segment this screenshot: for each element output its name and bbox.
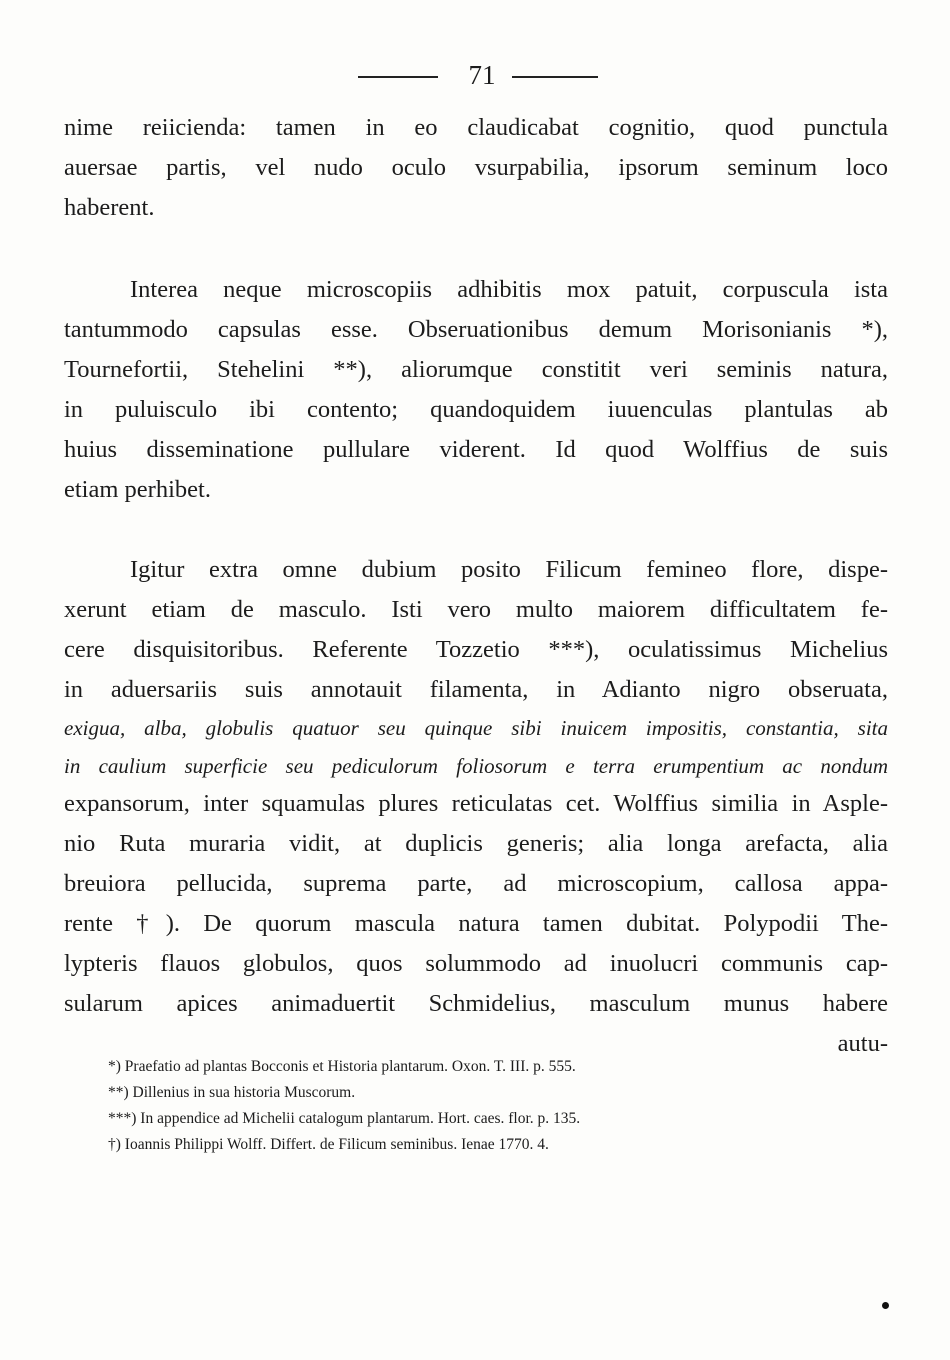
italic-line: in caulium superficie seu pediculorum foliosorum e terra erumpentium ac nondum (64, 754, 888, 778)
ink-dot (882, 1302, 889, 1309)
text-line: cere disquisitoribus. Referente Tozzetio ***), oculatissimus Michelius (64, 636, 888, 663)
text-line: expansorum, inter squamulas plures reticulatas cet. Wolffius similia in Asple- (64, 790, 888, 817)
page-header (0, 58, 950, 94)
footnote: †) Ioannis Philippi Wolff. Differt. de Filicum seminibus. Ienae 1770. 4. (108, 1136, 549, 1153)
text-line: huius disseminatione pullulare viderent. Id quod Wolffius de suis (64, 436, 888, 463)
text-line: in puluisculo ibi contento; quandoquidem iuuenculas plantulas ab (64, 396, 888, 423)
footnote: *) Praefatio ad plantas Bocconis et Historia plantarum. Oxon. T. III. p. 555. (108, 1058, 576, 1075)
header-rule-right (512, 76, 598, 78)
text-line: nime reiicienda: tamen in eo claudicabat cognitio, quod punctula (64, 114, 888, 141)
footnote: **) Dillenius in sua historia Muscorum. (108, 1084, 356, 1101)
page-number: 71 (468, 60, 496, 90)
paragraph-first-line: Interea neque microscopiis adhibitis mox patuit, corpuscula ista (130, 276, 888, 303)
header-rule-left (358, 76, 438, 78)
catchword: autu- (837, 1030, 888, 1057)
text-line: lypteris flauos globulos, quos solummodo ad inuolucri communis cap- (64, 950, 888, 977)
text-line: rente †). De quorum mascula natura tamen dubitat. Polypodii The- (64, 910, 888, 937)
text-line: Tournefortii, Stehelini **), aliorumque constitit veri seminis natura, (64, 356, 888, 383)
text-line: breuiora pellucida, suprema parte, ad microscopium, callosa appa- (64, 870, 888, 897)
text-line: in aduersariis suis annotauit filamenta, in Adianto nigro obseruata, (64, 676, 888, 703)
paragraph-first-line: Igitur extra omne dubium posito Filicum femineo flore, dispe- (130, 556, 888, 583)
text-line: etiam perhibet. (64, 476, 211, 503)
text-line: haberent. (64, 194, 155, 221)
text-line: tantummodo capsulas esse. Obseruationibus demum Morisonianis *), (64, 316, 888, 343)
text-line: xerunt etiam de masculo. Isti vero multo maiorem difficultatem fe- (64, 596, 888, 623)
italic-line: exigua, alba, globulis quatuor seu quinque sibi inuicem impositis, constantia, sita (64, 716, 888, 740)
text-line: sularum apices animaduertit Schmidelius, masculum munus habere (64, 990, 888, 1017)
text-line: auersae partis, vel nudo oculo vsurpabilia, ipsorum seminum loco (64, 154, 888, 181)
footnote: ***) In appendice ad Michelii catalogum plantarum. Hort. caes. flor. p. 135. (108, 1110, 581, 1127)
text-line: nio Ruta muraria vidit, at duplicis generis; alia longa arefacta, alia (64, 830, 888, 857)
